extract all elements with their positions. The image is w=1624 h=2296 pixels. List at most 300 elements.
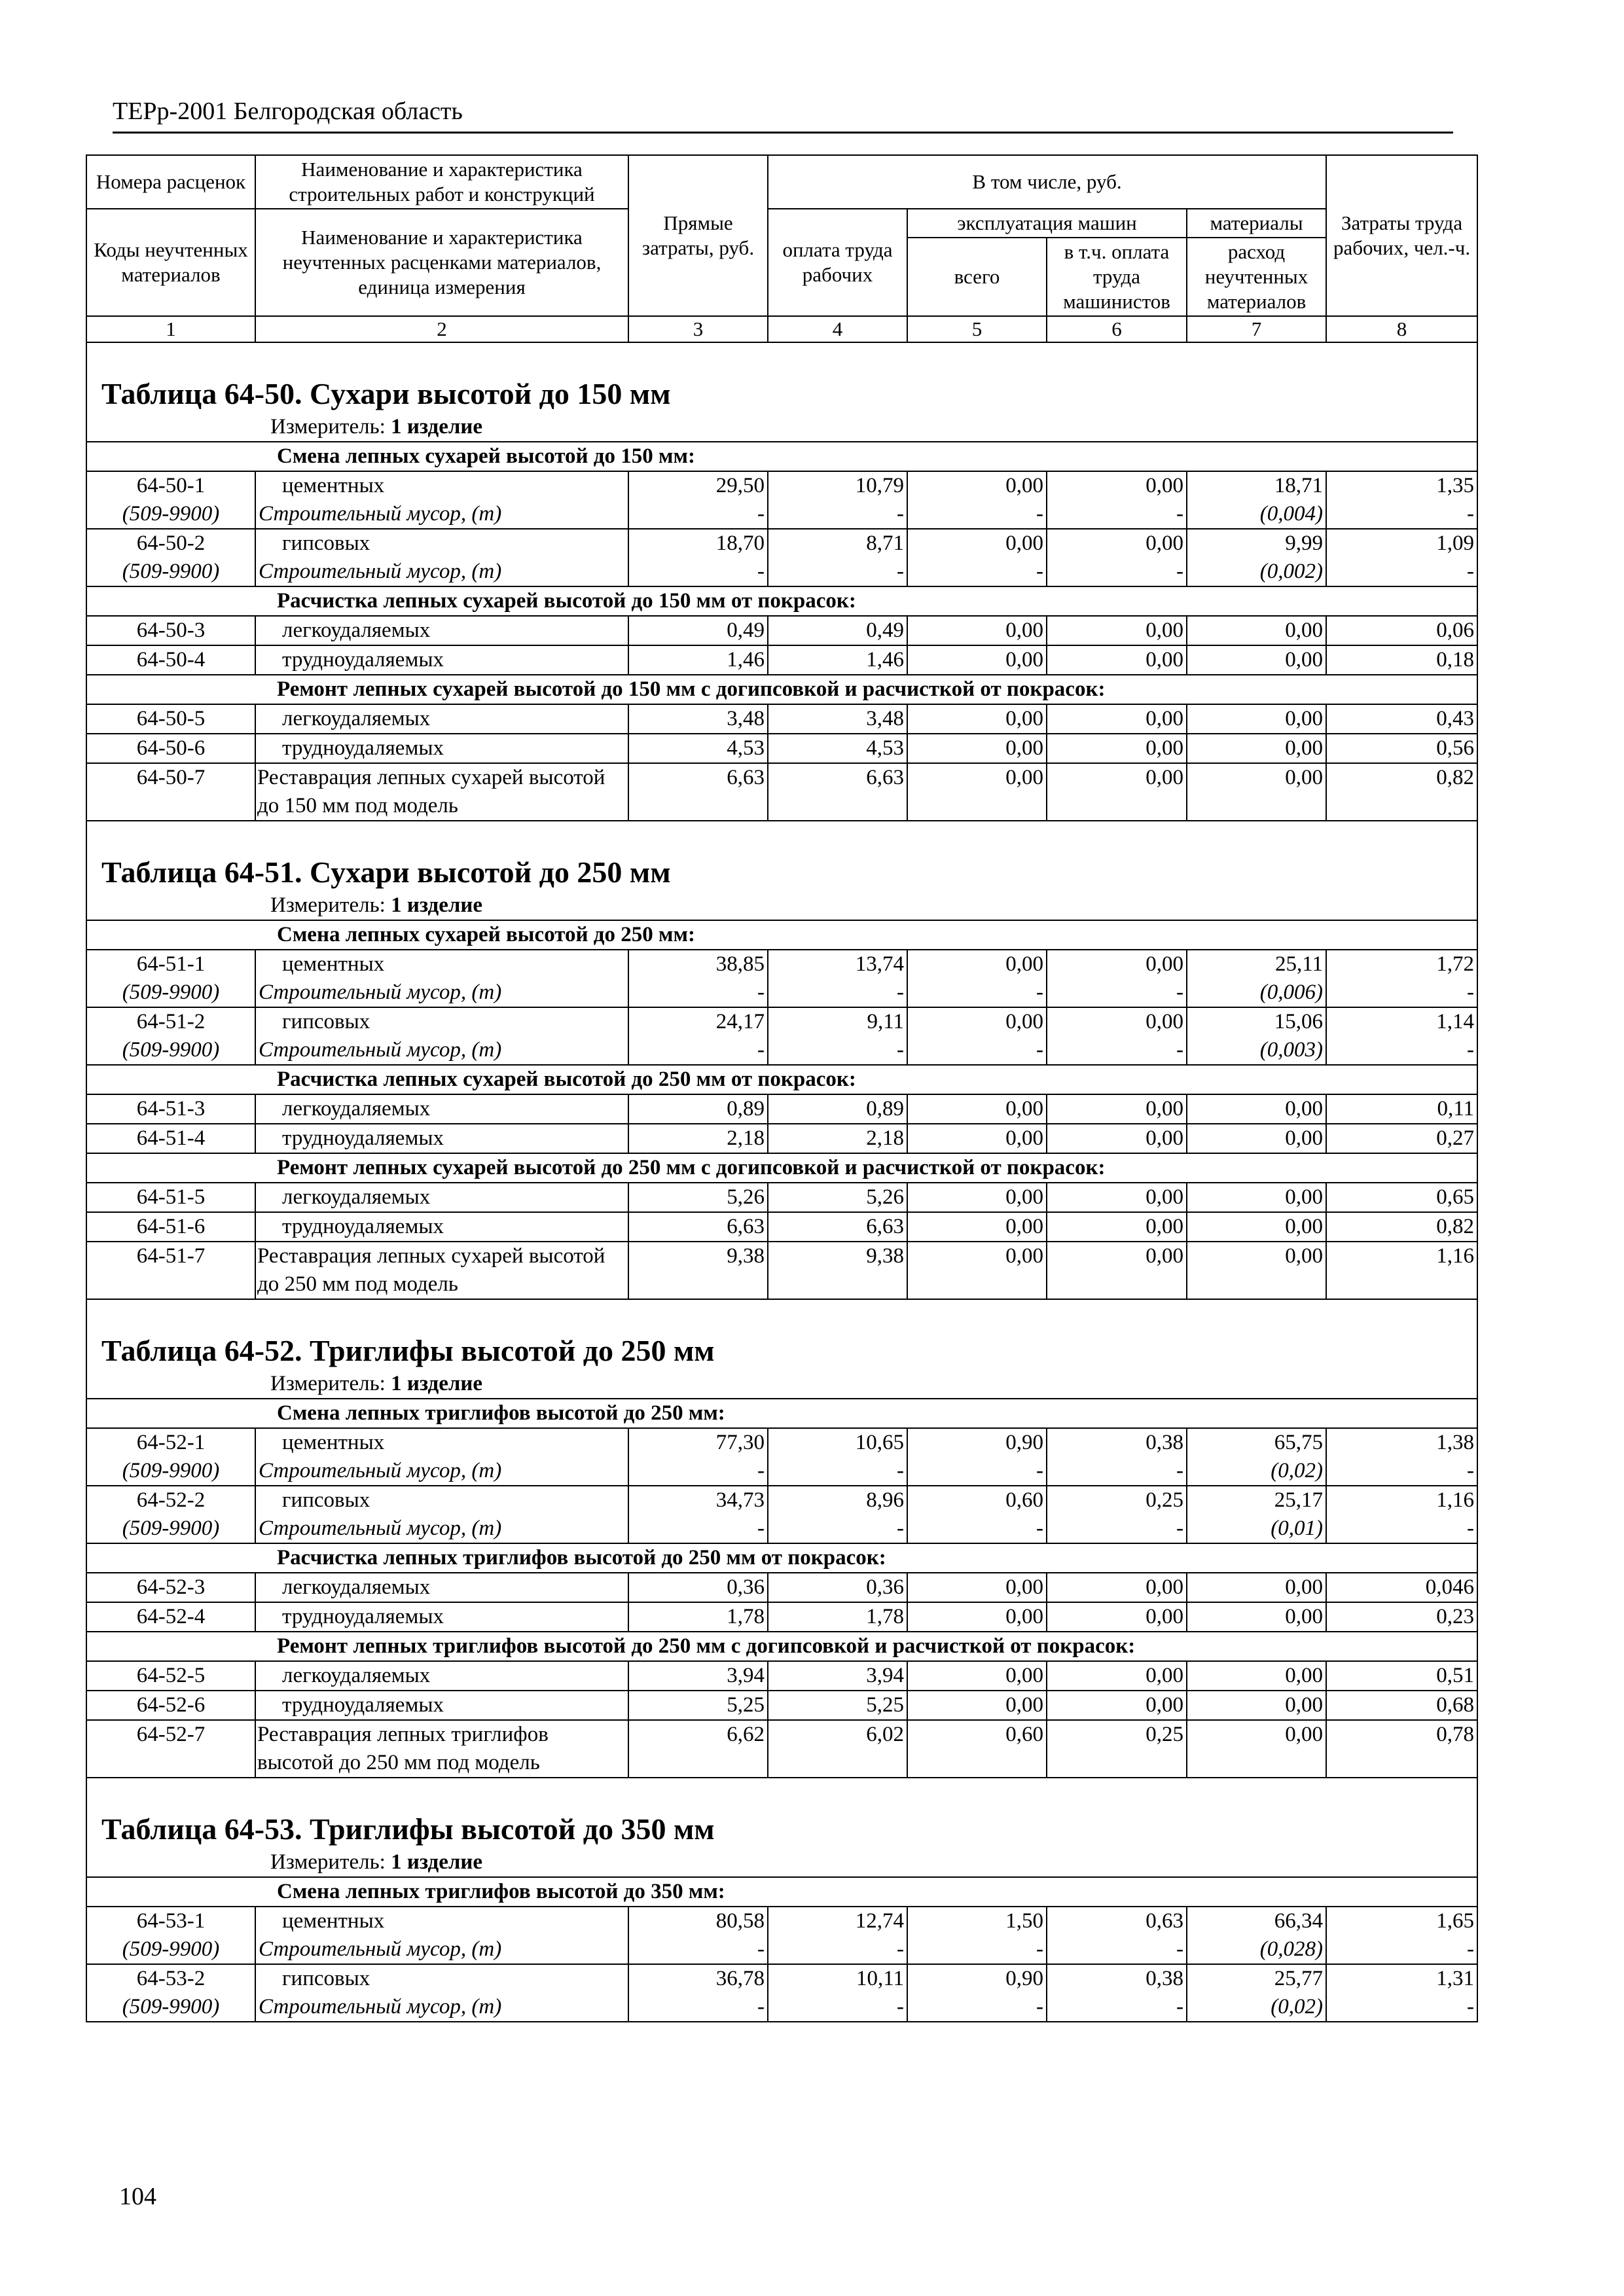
table-title: Таблица 64-53. Триглифы высотой до 350 мм — [86, 1778, 1477, 1848]
material-name: Строительный мусор, (т) — [255, 1935, 628, 1964]
rate-value: 0,00 — [1047, 1691, 1187, 1720]
rate-code: 64-53-1 — [86, 1907, 255, 1935]
rate-value: 0,00 — [1047, 471, 1187, 500]
rate-value: 0,00 — [1187, 616, 1326, 645]
rate-value: 9,38 — [768, 1242, 907, 1299]
rate-value: 0,00 — [1187, 704, 1326, 734]
rate-value: 9,38 — [628, 1242, 768, 1299]
material-value: - — [907, 978, 1047, 1007]
table-body — [86, 342, 1477, 2022]
rate-row — [86, 1242, 1477, 1299]
rate-value: 0,00 — [1047, 1602, 1187, 1632]
material-value: - — [628, 978, 768, 1007]
rate-value: 0,00 — [1047, 529, 1187, 558]
material-value: - — [1047, 1935, 1187, 1964]
section-heading-row — [86, 1877, 1477, 1907]
section-heading-row — [86, 586, 1477, 616]
section-heading-row — [86, 1153, 1477, 1183]
material-value: - — [1326, 1993, 1477, 2022]
rate-value: 65,75 — [1187, 1428, 1326, 1457]
rate-value: 1,16 — [1326, 1486, 1477, 1515]
rate-row — [86, 471, 1477, 500]
rate-value: 0,00 — [1187, 734, 1326, 763]
rate-value: 3,94 — [768, 1661, 907, 1691]
column-number: 4 — [768, 316, 907, 342]
material-value: - — [628, 1036, 768, 1065]
section-heading: Ремонт лепных сухарей высотой до 250 мм с догипсовкой и расчисткой от покрасок: — [86, 1153, 1477, 1183]
rate-value: 0,00 — [1187, 763, 1326, 821]
rate-value: 0,00 — [907, 1242, 1047, 1299]
col5-header: всего — [907, 238, 1047, 316]
material-value: (0,028) — [1187, 1935, 1326, 1964]
rate-row — [86, 950, 1477, 978]
material-value: - — [628, 1457, 768, 1486]
col8-header: Затраты труда рабочих, чел.-ч. — [1326, 155, 1477, 316]
material-code: (509-9900) — [86, 1515, 255, 1543]
rate-value: 0,00 — [1047, 616, 1187, 645]
col1-top-header: Номера расценок — [86, 155, 255, 209]
rate-value: 1,31 — [1326, 1964, 1477, 1993]
rate-value: 0,49 — [628, 616, 768, 645]
rate-code: 64-53-2 — [86, 1964, 255, 1993]
rate-value: 0,65 — [1326, 1183, 1477, 1212]
rate-name: легкоудаляемых — [255, 1183, 628, 1212]
rate-value: 9,99 — [1187, 529, 1326, 558]
rate-code: 64-51-3 — [86, 1094, 255, 1124]
column-number: 1 — [86, 316, 255, 342]
material-value: (0,002) — [1187, 558, 1326, 586]
rate-value: 0,82 — [1326, 1212, 1477, 1242]
rate-code: 64-50-1 — [86, 471, 255, 500]
rate-row — [86, 1907, 1477, 1935]
rate-name: трудноудаляемых — [255, 1691, 628, 1720]
measure-line — [86, 412, 1477, 442]
column-number: 2 — [255, 316, 628, 342]
material-name: Строительный мусор, (т) — [255, 1457, 628, 1486]
rate-code: 64-51-2 — [86, 1007, 255, 1036]
table-header — [86, 155, 1477, 342]
col2-bottom-header: Наименование и характеристика неучтенных расценками материалов, единица измерения — [255, 209, 628, 316]
section-heading-row — [86, 920, 1477, 950]
rate-row — [86, 1183, 1477, 1212]
column-number: 3 — [628, 316, 768, 342]
section-heading-row — [86, 1632, 1477, 1661]
col7-header: расход неучтенных материалов — [1187, 238, 1326, 316]
section-heading-row — [86, 1543, 1477, 1573]
rate-value: 0,00 — [1047, 1573, 1187, 1602]
material-row — [86, 1036, 1477, 1065]
rate-value: 0,00 — [1047, 1212, 1187, 1242]
rate-value: 0,63 — [1047, 1907, 1187, 1935]
rate-code: 64-52-2 — [86, 1486, 255, 1515]
rate-value: 0,18 — [1326, 645, 1477, 675]
material-code: (509-9900) — [86, 558, 255, 586]
material-row — [86, 1993, 1477, 2022]
rate-code: 64-52-3 — [86, 1573, 255, 1602]
rate-value: 0,00 — [1047, 950, 1187, 978]
rate-value: 6,63 — [768, 763, 907, 821]
material-value: - — [907, 1993, 1047, 2022]
rate-value: 1,72 — [1326, 950, 1477, 978]
material-row — [86, 1515, 1477, 1543]
rate-code: 64-52-1 — [86, 1428, 255, 1457]
material-value: - — [1326, 1457, 1477, 1486]
rate-value: 8,71 — [768, 529, 907, 558]
rate-row — [86, 1573, 1477, 1602]
rate-value: 25,17 — [1187, 1486, 1326, 1515]
rate-code: 64-50-3 — [86, 616, 255, 645]
rate-value: 4,53 — [628, 734, 768, 763]
material-value: - — [628, 1515, 768, 1543]
rate-row — [86, 1661, 1477, 1691]
rate-row — [86, 734, 1477, 763]
rate-value: 0,00 — [907, 645, 1047, 675]
rate-value: 15,06 — [1187, 1007, 1326, 1036]
rate-row — [86, 1212, 1477, 1242]
rate-row — [86, 1691, 1477, 1720]
rate-value: 0,00 — [907, 1212, 1047, 1242]
rate-row — [86, 529, 1477, 558]
rate-value: 0,00 — [1047, 1661, 1187, 1691]
rate-value: 1,46 — [628, 645, 768, 675]
section-heading-row — [86, 1399, 1477, 1428]
rate-value: 0,00 — [1047, 1124, 1187, 1153]
col4-header: оплата труда рабочих — [768, 209, 907, 316]
rate-name: цементных — [255, 1428, 628, 1457]
rate-value: 0,06 — [1326, 616, 1477, 645]
material-name: Строительный мусор, (т) — [255, 978, 628, 1007]
rate-row — [86, 616, 1477, 645]
rate-value: 0,00 — [1187, 1183, 1326, 1212]
material-row — [86, 500, 1477, 529]
material-row — [86, 1457, 1477, 1486]
rate-value: 0,00 — [1187, 1212, 1326, 1242]
rate-value: 0,00 — [1047, 1007, 1187, 1036]
rate-value: 6,62 — [628, 1720, 768, 1778]
rate-name: трудноудаляемых — [255, 1212, 628, 1242]
section-heading: Смена лепных триглифов высотой до 250 мм: — [86, 1399, 1477, 1428]
material-value: - — [907, 1515, 1047, 1543]
rate-code: 64-51-7 — [86, 1242, 255, 1299]
rate-value: 0,27 — [1326, 1124, 1477, 1153]
measure-value: 1 изделие — [391, 893, 483, 917]
material-value: - — [768, 500, 907, 529]
rate-value: 0,00 — [1047, 1242, 1187, 1299]
material-value: - — [628, 558, 768, 586]
rate-value: 18,71 — [1187, 471, 1326, 500]
measure-value: 1 изделие — [391, 1372, 483, 1395]
rate-code: 64-50-7 — [86, 763, 255, 821]
rate-value: 0,00 — [1187, 1720, 1326, 1778]
rate-row — [86, 1007, 1477, 1036]
material-value: (0,02) — [1187, 1993, 1326, 2022]
rate-value: 9,11 — [768, 1007, 907, 1036]
rate-name: гипсовых — [255, 1486, 628, 1515]
rate-value: 0,25 — [1047, 1486, 1187, 1515]
rate-value: 6,02 — [768, 1720, 907, 1778]
measure-line — [86, 1848, 1477, 1877]
material-value: - — [768, 1515, 907, 1543]
column-number: 6 — [1047, 316, 1187, 342]
col2-top-header: Наименование и характеристика строительных работ и конструкций — [255, 155, 628, 209]
rate-value: 0,00 — [907, 1573, 1047, 1602]
machines-header: эксплуатация машин — [907, 209, 1187, 238]
material-code: (509-9900) — [86, 500, 255, 529]
material-value: - — [1326, 558, 1477, 586]
rate-value: 1,50 — [907, 1907, 1047, 1935]
material-value: - — [628, 500, 768, 529]
rate-value: 0,00 — [1047, 763, 1187, 821]
rate-value: 66,34 — [1187, 1907, 1326, 1935]
rate-value: 0,23 — [1326, 1602, 1477, 1632]
rate-value: 0,36 — [628, 1573, 768, 1602]
material-code: (509-9900) — [86, 1036, 255, 1065]
rate-value: 0,00 — [907, 763, 1047, 821]
rate-name: легкоудаляемых — [255, 616, 628, 645]
material-value: - — [768, 558, 907, 586]
rate-value: 0,90 — [907, 1428, 1047, 1457]
rate-value: 3,94 — [628, 1661, 768, 1691]
measure-value: 1 изделие — [391, 1850, 483, 1874]
rate-code: 64-50-5 — [86, 704, 255, 734]
material-value: (0,006) — [1187, 978, 1326, 1007]
measure-line — [86, 891, 1477, 920]
rate-row — [86, 704, 1477, 734]
measure-label: Измеритель: — [270, 893, 386, 917]
section-heading-row — [86, 675, 1477, 704]
material-name: Строительный мусор, (т) — [255, 1515, 628, 1543]
table-title-row — [86, 1299, 1477, 1369]
rate-value: 0,90 — [907, 1964, 1047, 1993]
material-value: - — [1047, 558, 1187, 586]
rate-value: 0,82 — [1326, 763, 1477, 821]
measure-value: 1 изделие — [391, 415, 483, 439]
section-heading: Ремонт лепных сухарей высотой до 150 мм с догипсовкой и расчисткой от покрасок: — [86, 675, 1477, 704]
col6-header: в т.ч. оплата труда машинистов — [1047, 238, 1187, 316]
rate-value: 38,85 — [628, 950, 768, 978]
column-number: 7 — [1187, 316, 1326, 342]
rate-value: 29,50 — [628, 471, 768, 500]
rate-value: 2,18 — [628, 1124, 768, 1153]
rate-value: 36,78 — [628, 1964, 768, 1993]
rate-value: 1,16 — [1326, 1242, 1477, 1299]
section-heading-row — [86, 1065, 1477, 1094]
section-heading: Смена лепных сухарей высотой до 150 мм: — [86, 442, 1477, 471]
table-title: Таблица 64-52. Триглифы высотой до 250 мм — [86, 1299, 1477, 1369]
table-title-row — [86, 1778, 1477, 1848]
section-heading: Расчистка лепных триглифов высотой до 250 мм от покрасок: — [86, 1543, 1477, 1573]
rate-code: 64-50-4 — [86, 645, 255, 675]
rate-name: легкоудаляемых — [255, 704, 628, 734]
rate-value: 0,00 — [907, 1007, 1047, 1036]
rate-value: 0,00 — [907, 616, 1047, 645]
rate-value: 0,00 — [907, 1124, 1047, 1153]
rate-value: 10,79 — [768, 471, 907, 500]
material-value: - — [1326, 1935, 1477, 1964]
material-value: (0,01) — [1187, 1515, 1326, 1543]
rate-value: 0,51 — [1326, 1661, 1477, 1691]
rate-value: 1,38 — [1326, 1428, 1477, 1457]
table-title: Таблица 64-51. Сухари высотой до 250 мм — [86, 821, 1477, 891]
rate-value: 80,58 — [628, 1907, 768, 1935]
material-code: (509-9900) — [86, 1993, 255, 2022]
material-value: - — [1326, 1515, 1477, 1543]
rate-value: 0,00 — [1047, 734, 1187, 763]
rate-value: 0,60 — [907, 1720, 1047, 1778]
rate-value: 5,26 — [628, 1183, 768, 1212]
material-code: (509-9900) — [86, 1457, 255, 1486]
material-value: - — [1326, 978, 1477, 1007]
col1-bottom-header: Коды неучтенных материалов — [86, 209, 255, 316]
rate-value: 10,65 — [768, 1428, 907, 1457]
rate-value: 2,18 — [768, 1124, 907, 1153]
rate-value: 12,74 — [768, 1907, 907, 1935]
rate-value: 34,73 — [628, 1486, 768, 1515]
rate-value: 5,25 — [768, 1691, 907, 1720]
table-title-row — [86, 342, 1477, 412]
rate-value: 0,00 — [907, 734, 1047, 763]
rate-value: 0,00 — [907, 1661, 1047, 1691]
materials-header: материалы — [1187, 209, 1326, 238]
rate-value: 0,38 — [1047, 1428, 1187, 1457]
material-name: Строительный мусор, (т) — [255, 500, 628, 529]
material-value: - — [768, 1036, 907, 1065]
rate-name: трудноудаляемых — [255, 1124, 628, 1153]
rate-name: легкоудаляемых — [255, 1094, 628, 1124]
material-value: - — [907, 558, 1047, 586]
rate-value: 1,65 — [1326, 1907, 1477, 1935]
rate-value: 0,78 — [1326, 1720, 1477, 1778]
rate-value: 18,70 — [628, 529, 768, 558]
material-value: - — [768, 1457, 907, 1486]
material-value: - — [1047, 978, 1187, 1007]
measure-row — [86, 1848, 1477, 1877]
rate-value: 0,00 — [907, 529, 1047, 558]
rate-code: 64-52-4 — [86, 1602, 255, 1632]
measure-label: Измеритель: — [270, 1372, 386, 1395]
rate-value: 5,26 — [768, 1183, 907, 1212]
col3-header: Прямые затраты, руб. — [628, 155, 768, 316]
rate-row — [86, 645, 1477, 675]
material-row — [86, 1935, 1477, 1964]
rate-value: 0,046 — [1326, 1573, 1477, 1602]
material-value: (0,003) — [1187, 1036, 1326, 1065]
section-heading: Смена лепных триглифов высотой до 350 мм: — [86, 1877, 1477, 1907]
rate-row — [86, 1964, 1477, 1993]
material-value: - — [1047, 1036, 1187, 1065]
section-heading: Расчистка лепных сухарей высотой до 250 мм от покрасок: — [86, 1065, 1477, 1094]
rate-row — [86, 763, 1477, 821]
rate-name: цементных — [255, 1907, 628, 1935]
rate-value: 3,48 — [768, 704, 907, 734]
material-value: - — [768, 1993, 907, 2022]
material-value: - — [768, 1935, 907, 1964]
rate-value: 1,35 — [1326, 471, 1477, 500]
material-value: (0,004) — [1187, 500, 1326, 529]
rate-value: 0,00 — [1047, 645, 1187, 675]
rate-row — [86, 1602, 1477, 1632]
rate-value: 77,30 — [628, 1428, 768, 1457]
rate-code: 64-52-7 — [86, 1720, 255, 1778]
rate-value: 0,00 — [907, 1691, 1047, 1720]
rate-value: 6,63 — [628, 1212, 768, 1242]
rate-value: 1,78 — [628, 1602, 768, 1632]
column-number: 8 — [1326, 316, 1477, 342]
rate-value: 0,00 — [907, 1094, 1047, 1124]
rate-name: цементных — [255, 950, 628, 978]
rate-value: 0,00 — [1047, 1094, 1187, 1124]
rate-name: гипсовых — [255, 1007, 628, 1036]
rate-value: 3,48 — [628, 704, 768, 734]
material-value: - — [1326, 500, 1477, 529]
rate-value: 4,53 — [768, 734, 907, 763]
material-name: Строительный мусор, (т) — [255, 558, 628, 586]
rate-value: 25,11 — [1187, 950, 1326, 978]
rate-code: 64-52-6 — [86, 1691, 255, 1720]
rate-value: 1,09 — [1326, 529, 1477, 558]
rate-name: легкоудаляемых — [255, 1573, 628, 1602]
material-value: - — [1326, 1036, 1477, 1065]
material-value: - — [907, 1457, 1047, 1486]
measure-row — [86, 891, 1477, 920]
rate-value: 0,00 — [1047, 704, 1187, 734]
rate-value: 0,38 — [1047, 1964, 1187, 1993]
rate-code: 64-51-5 — [86, 1183, 255, 1212]
rate-value: 0,00 — [1187, 1094, 1326, 1124]
rate-name: Реставрация лепных сухарей высотой до 150 мм под модель — [255, 763, 628, 821]
rates-table — [86, 154, 1478, 2022]
measure-row — [86, 1369, 1477, 1399]
rate-value: 0,00 — [1187, 1661, 1326, 1691]
rate-name: гипсовых — [255, 1964, 628, 1993]
table-title-row — [86, 821, 1477, 891]
rate-name: трудноудаляемых — [255, 734, 628, 763]
rate-value: 0,00 — [1187, 1124, 1326, 1153]
material-row — [86, 978, 1477, 1007]
rate-value: 8,96 — [768, 1486, 907, 1515]
rate-value: 5,25 — [628, 1691, 768, 1720]
rate-value: 6,63 — [768, 1212, 907, 1242]
rate-value: 1,78 — [768, 1602, 907, 1632]
rate-row — [86, 1094, 1477, 1124]
rate-value: 0,56 — [1326, 734, 1477, 763]
rate-value: 0,00 — [1047, 1183, 1187, 1212]
rate-code: 64-50-2 — [86, 529, 255, 558]
rate-value: 0,00 — [1187, 1242, 1326, 1299]
page-number: 104 — [119, 2183, 156, 2210]
measure-label: Измеритель: — [270, 1850, 386, 1874]
material-value: - — [628, 1993, 768, 2022]
rate-name: трудноудаляемых — [255, 645, 628, 675]
material-value: - — [1047, 1457, 1187, 1486]
rate-name: цементных — [255, 471, 628, 500]
material-name: Строительный мусор, (т) — [255, 1036, 628, 1065]
rate-value: 0,68 — [1326, 1691, 1477, 1720]
rate-value: 0,00 — [907, 704, 1047, 734]
section-heading: Расчистка лепных сухарей высотой до 150 мм от покрасок: — [86, 586, 1477, 616]
rate-value: 0,89 — [768, 1094, 907, 1124]
rate-value: 0,00 — [907, 1602, 1047, 1632]
material-value: - — [907, 500, 1047, 529]
material-value: - — [1047, 500, 1187, 529]
rate-value: 0,49 — [768, 616, 907, 645]
rate-value: 0,00 — [1187, 645, 1326, 675]
rate-row — [86, 1124, 1477, 1153]
rate-value: 0,89 — [628, 1094, 768, 1124]
rate-value: 0,25 — [1047, 1720, 1187, 1778]
rate-value: 0,00 — [907, 471, 1047, 500]
material-value: - — [907, 1036, 1047, 1065]
